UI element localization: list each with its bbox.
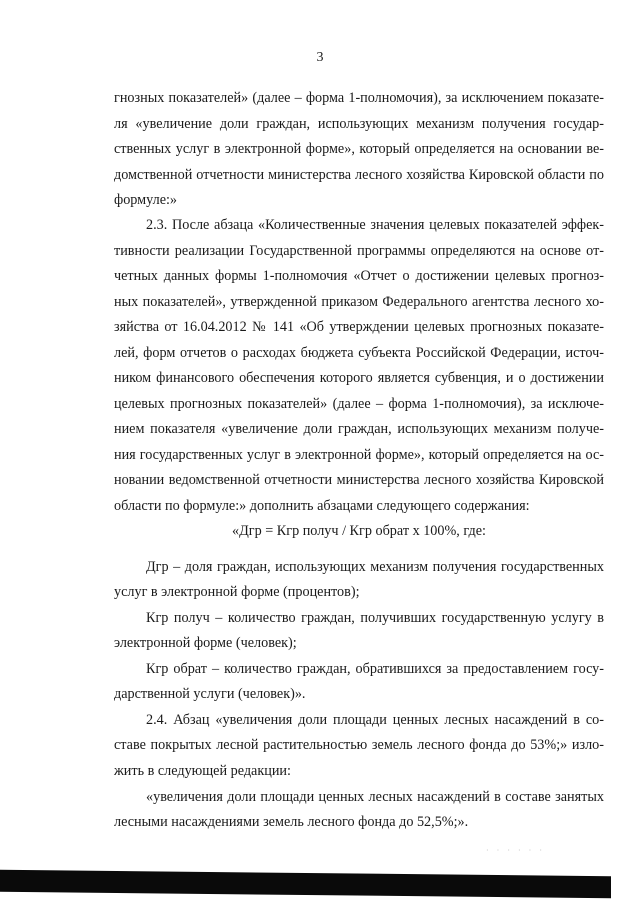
text-line: новании ведомственной отчетности министерства лесного хозяйства Кировской bbox=[114, 472, 604, 488]
text-line: Кгр обрат – количество граждан, обратившихся за предоставлением госу- bbox=[146, 661, 604, 677]
page-number: 3 bbox=[316, 50, 324, 65]
text-line: домственной отчетности министерства лесного хозяйства Кировской области по bbox=[114, 167, 604, 183]
text-line: электронной форме (человек); bbox=[114, 635, 297, 651]
text-line: Дгр – доля граждан, использующих механизм получения государственных bbox=[146, 559, 604, 575]
text-line: услуг в электронной форме (процентов); bbox=[114, 584, 360, 600]
text-line: ственных услуг в электронной форме», который определяется на основании ве- bbox=[114, 141, 604, 157]
text-line: ставе покрытых лесной растительностью земель лесного фонда до 53%;» изло- bbox=[114, 737, 604, 753]
scan-noise: · · · · · · bbox=[486, 846, 545, 855]
text-line: лей, форм отчетов о расходах бюджета субъекта Российской Федерации, источ- bbox=[114, 345, 604, 361]
text-line: жить в следующей редакции: bbox=[114, 763, 291, 779]
text-line: ных показателей», утвержденной приказом Федерального агентства лесного хо- bbox=[114, 294, 604, 310]
scan-edge-bar bbox=[0, 870, 611, 898]
text-line: ля «увеличение доли граждан, использующих механизм получения государ- bbox=[114, 116, 604, 132]
text-line: лесными насаждениями земель лесного фонда до 52,5%;». bbox=[114, 814, 469, 830]
text-line: «увеличения доли площади ценных лесных насаждений в составе занятых bbox=[146, 789, 604, 805]
text-line: 2.3. После абзаца «Количественные значения целевых показателей эффек- bbox=[146, 217, 604, 233]
text-line: 2.4. Абзац «увеличения доли площади ценных лесных насаждений в со- bbox=[146, 712, 604, 728]
text-line: Кгр получ – количество граждан, получивших государственную услугу в bbox=[146, 610, 604, 626]
formula: «Дгр = Кгр получ / Кгр обрат х 100%, где: bbox=[232, 523, 486, 539]
text-line: формуле:» bbox=[114, 192, 178, 208]
text-line: нием показателя «увеличение доли граждан, использующих механизм получе- bbox=[114, 421, 604, 437]
text-line: зяйства от 16.04.2012 № 141 «Об утверждении целевых прогнозных показате- bbox=[114, 319, 604, 335]
text-line: ния государственных услуг в электронной форме», который определяется на ос- bbox=[114, 447, 604, 463]
text-line: гнозных показателей» (далее – форма 1-полномочия), за исключением показате- bbox=[114, 90, 604, 106]
text-line: целевых прогнозных показателей» (далее – форма 1-полномочия), за исключе- bbox=[114, 396, 604, 412]
text-line: дарственной услуги (человек)». bbox=[114, 686, 306, 702]
text-line: ником финансового обеспечения которого является субвенция, и о достижении bbox=[114, 370, 604, 386]
text-line: области по формуле:» дополнить абзацами следующего содержания: bbox=[114, 498, 530, 514]
text-line: четных данных формы 1-полномочия «Отчет о достижении целевых прогноз- bbox=[114, 268, 604, 284]
text-line: тивности реализации Государственной программы определяются на основе от- bbox=[114, 243, 604, 259]
